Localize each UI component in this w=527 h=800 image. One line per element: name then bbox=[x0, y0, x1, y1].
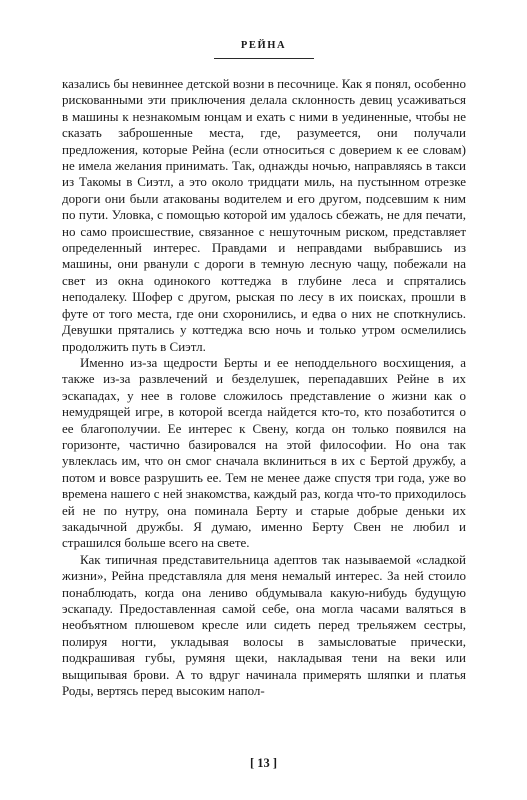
bracket-left: [ bbox=[249, 756, 255, 770]
paragraph-1: казались бы невиннее детской возни в песочнице. Как я понял, особенно рискованными эти приключения делала склонность девиц усаживаться в машины к незнакомым юнцам и ехать с ними в уединенные, чтобы не сказать заброшенные места, где, разумеется, они получали предложения, которые Рейна (если относиться с доверием к ее словам) не имела желания принимать. Так, однажды ночью, направляясь в такси из Такомы в Сиэтл, а это около тридцати миль, на пустынном отрезке дороги они были атакованы водителем и его другом, подсевшим к ним по пути. Уловка, с помощью которой им удалось сбежать, не для печати, но само происшествие, связанное с нешуточным риском, представляет определенный интерес. Правдами и неправдами выбравшись из машины, они рванули с дороги в темную лесную чащу, побежали на свет из окна одинокого коттеджа в глубине леса и спрятались неподалеку. Шофер с другом, рыская по лесу в их поисках, прошли в футе от того места, где они схоронились, и едва о них не споткнулись. Девушки прятались у коттеджа всю ночь и только утром осмелились продолжить путь в Сиэтл. bbox=[62, 76, 466, 354]
body-text bbox=[62, 76, 466, 699]
page-footer bbox=[0, 756, 527, 771]
running-header: РЕЙНА bbox=[240, 40, 287, 51]
paragraph-2: Именно из-за щедрости Берты и ее неподдельного восхищения, а также из-за развлечений и безделушек, перепадавших Рейне в их эскападах, у нее в голове сложилось представление о жизни как о немудрящей игре, в которой всегда найдется кто-то, кто позаботится о ее благополучии. Ее интерес к Свену, когда он только появился на горизонте, частично базировался на этой философии. Но она так увлеклась им, что он смог сначала вклиниться в их с Бертой дружбу, а потом и вовсе разрушить ее. Тем не менее даже спустя три года, уже во времена нашего с ней знакомства, каждый раз, когда что-то приходилось ей не по нутру, она поминала Берту и старые добрые деньки их закадычной дружбы. Я думаю, именно Берту Свен не любил и страшился больше всего на свете. bbox=[62, 354, 466, 551]
bracket-right: ] bbox=[272, 756, 278, 770]
paragraph-3: Как типичная представительница адептов так называемой «сладкой жизни», Рейна представляла для меня немалый интерес. За ней стоило понаблюдать, когда она лениво обдумывала какую-нибудь будущую эскападу. Предоставленная самой себе, она могла часами валяться в необъятном плюшевом кресле или сидеть перед трельяжем сестры, полируя ногти, укладывая волосы в замысловатые прически, подкрашивая губы, румяня щеки, накладывая тени на веки или выщипывая брови. А то вдруг начинала примерять шляпки и платья Роды, вертясь перед высоким напол- bbox=[62, 551, 466, 699]
header-rule bbox=[214, 58, 314, 59]
page-number: 13 bbox=[257, 756, 270, 770]
